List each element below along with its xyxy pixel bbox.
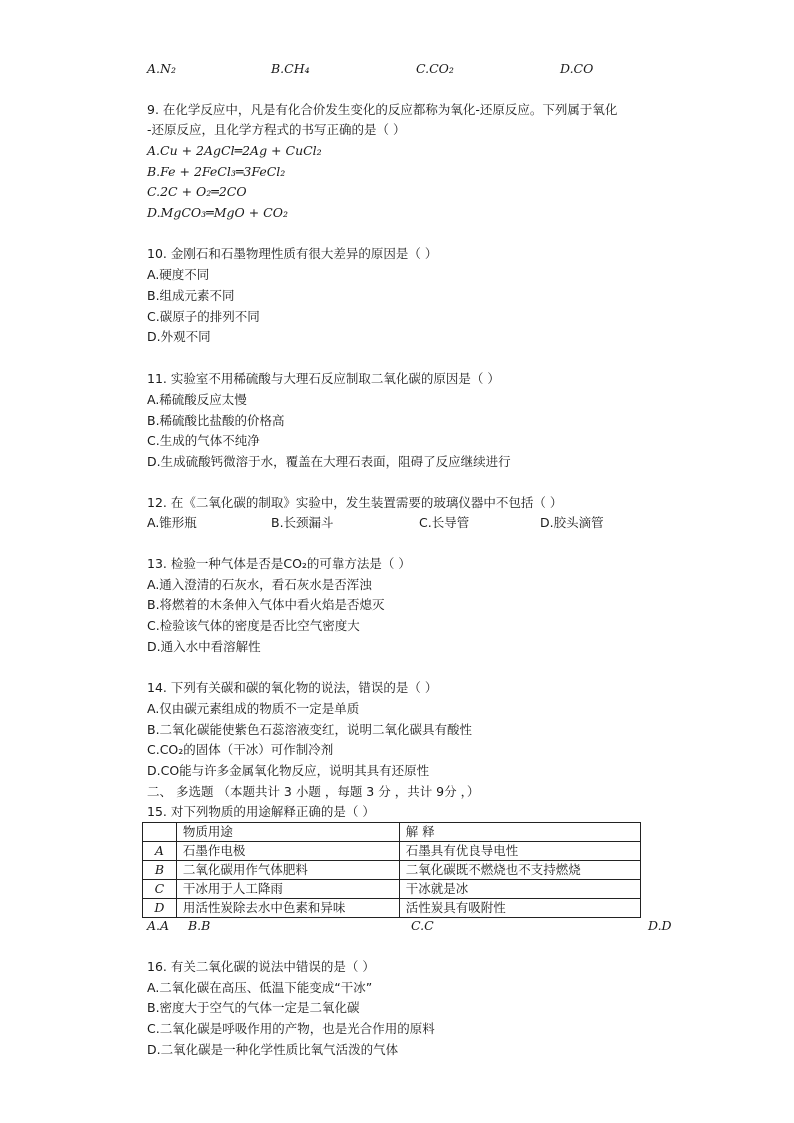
- q16-option-b[interactable]: B.密度大于空气的气体一定是二氧化碳: [147, 1000, 360, 1015]
- q16-option-a[interactable]: A.二氧化碳在高压、低温下能变成“干冰”: [147, 980, 373, 995]
- table-cell-use: 干冰用于人工降雨: [176, 880, 399, 899]
- q11-stem: 11. 实验室不用稀硫酸与大理石反应制取二氧化碳的原因是（ ）: [147, 371, 500, 386]
- q9-option-d[interactable]: D.MgCO₃═MgO + CO₂: [147, 205, 288, 220]
- q11-option-d[interactable]: D.生成硫酸钙微溶于水，覆盖在大理石表面，阻碍了反应继续进行: [147, 454, 511, 469]
- table-cell-explanation: 活性炭具有吸附性: [399, 899, 640, 918]
- q8-option-d[interactable]: D.CO: [560, 61, 594, 76]
- table-row: [143, 899, 641, 918]
- q14-option-b[interactable]: B.二氧化碳能使紫色石蕊溶液变红，说明二氧化碳具有酸性: [147, 722, 473, 737]
- table-header-cell: 解 释: [399, 823, 640, 842]
- q9-stem-line1: 9. 在化学反应中，凡是有化合价发生变化的反应都称为氧化-还原反应。下列属于氧化: [147, 102, 618, 117]
- q13-option-d[interactable]: D.通入水中看溶解性: [147, 639, 261, 654]
- q12-stem: 12. 在《二氧化碳的制取》实验中，发生装置需要的玻璃仪器中不包括（ ）: [147, 495, 563, 510]
- table-cell-label: B: [143, 861, 177, 880]
- table-row: [143, 880, 641, 899]
- q16-option-c[interactable]: C.二氧化碳是呼吸作用的产物，也是光合作用的原料: [147, 1021, 435, 1036]
- table-cell-explanation: 石墨具有优良导电性: [399, 842, 640, 861]
- q13-option-c[interactable]: C.检验该气体的密度是否比空气密度大: [147, 618, 360, 633]
- table-header-row: [143, 823, 641, 842]
- q15-option-b[interactable]: B.B: [188, 918, 211, 933]
- q8-option-a[interactable]: A.N₂: [147, 61, 176, 76]
- table-cell-label: D: [143, 899, 177, 918]
- q9-stem-line2: -还原反应，且化学方程式的书写正确的是（ ）: [147, 122, 406, 137]
- q14-option-a[interactable]: A.仅由碳元素组成的物质不一定是单质: [147, 701, 360, 716]
- q8-option-c[interactable]: C.CO₂: [416, 61, 454, 76]
- q11-option-b[interactable]: B.稀硫酸比盐酸的价格高: [147, 413, 285, 428]
- q9-option-c[interactable]: C.2C + O₂═2CO: [147, 184, 247, 199]
- table-header-cell: 物质用途: [176, 823, 399, 842]
- q12-option-d[interactable]: D.胶头滴管: [540, 515, 604, 530]
- q15-option-d[interactable]: D.D: [648, 918, 672, 933]
- q9-option-a[interactable]: A.Cu + 2AgCl═2Ag + CuCl₂: [147, 143, 322, 158]
- q11-option-a[interactable]: A.稀硫酸反应太慢: [147, 392, 247, 407]
- section2-title: 二、 多选题 （本题共计 3 小题 ，每题 3 分 ，共计 9分 ，）: [147, 784, 480, 799]
- q16-option-d[interactable]: D.二氧化碳是一种化学性质比氧气活泼的气体: [147, 1042, 399, 1057]
- q13-option-b[interactable]: B.将燃着的木条伸入气体中看火焰是否熄灭: [147, 597, 385, 612]
- q11-option-c[interactable]: C.生成的气体不纯净: [147, 433, 260, 448]
- q15-option-c[interactable]: C.C: [411, 918, 434, 933]
- table-cell-explanation: 二氧化碳既不燃烧也不支持燃烧: [399, 861, 640, 880]
- table-cell-use: 石墨作电极: [176, 842, 399, 861]
- q12-option-c[interactable]: C.长导管: [419, 515, 470, 530]
- q15-option-a[interactable]: A.A: [147, 918, 170, 933]
- q14-option-c[interactable]: C.CO₂的固体（干冰）可作制冷剂: [147, 742, 334, 757]
- q12-option-b[interactable]: B.长颈漏斗: [271, 515, 334, 530]
- q15-stem: 15. 对下列物质的用途解释正确的是（ ）: [147, 804, 375, 819]
- table-cell-use: 二氧化碳用作气体肥料: [176, 861, 399, 880]
- table-cell-use: 用活性炭除去水中色素和异味: [176, 899, 399, 918]
- table-header-cell: [143, 823, 177, 842]
- q8-option-b[interactable]: B.CH₄: [271, 61, 310, 76]
- table-cell-explanation: 干冰就是冰: [399, 880, 640, 899]
- q16-stem: 16. 有关二氧化碳的说法中错误的是（ ）: [147, 959, 375, 974]
- q10-option-b[interactable]: B.组成元素不同: [147, 288, 235, 303]
- table-row: [143, 861, 641, 880]
- q12-option-a[interactable]: A.锥形瓶: [147, 515, 197, 530]
- q13-stem: 13. 检验一种气体是否是CO₂的可靠方法是（ ）: [147, 556, 411, 571]
- q10-option-c[interactable]: C.碳原子的排列不同: [147, 309, 260, 324]
- q10-stem: 10. 金刚石和石墨物理性质有很大差异的原因是（ ）: [147, 246, 438, 261]
- q15-table: [142, 822, 641, 918]
- table-row: [143, 842, 641, 861]
- table-cell-label: A: [143, 842, 177, 861]
- q10-option-a[interactable]: A.硬度不同: [147, 267, 210, 282]
- q14-option-d[interactable]: D.CO能与许多金属氧化物反应，说明其具有还原性: [147, 763, 430, 778]
- q9-option-b[interactable]: B.Fe + 2FeCl₃═3FeCl₂: [147, 164, 286, 179]
- q10-option-d[interactable]: D.外观不同: [147, 329, 211, 344]
- table-cell-label: C: [143, 880, 177, 899]
- q14-stem: 14. 下列有关碳和碳的氧化物的说法，错误的是（ ）: [147, 680, 438, 695]
- q13-option-a[interactable]: A.通入澄清的石灰水，看石灰水是否浑浊: [147, 577, 372, 592]
